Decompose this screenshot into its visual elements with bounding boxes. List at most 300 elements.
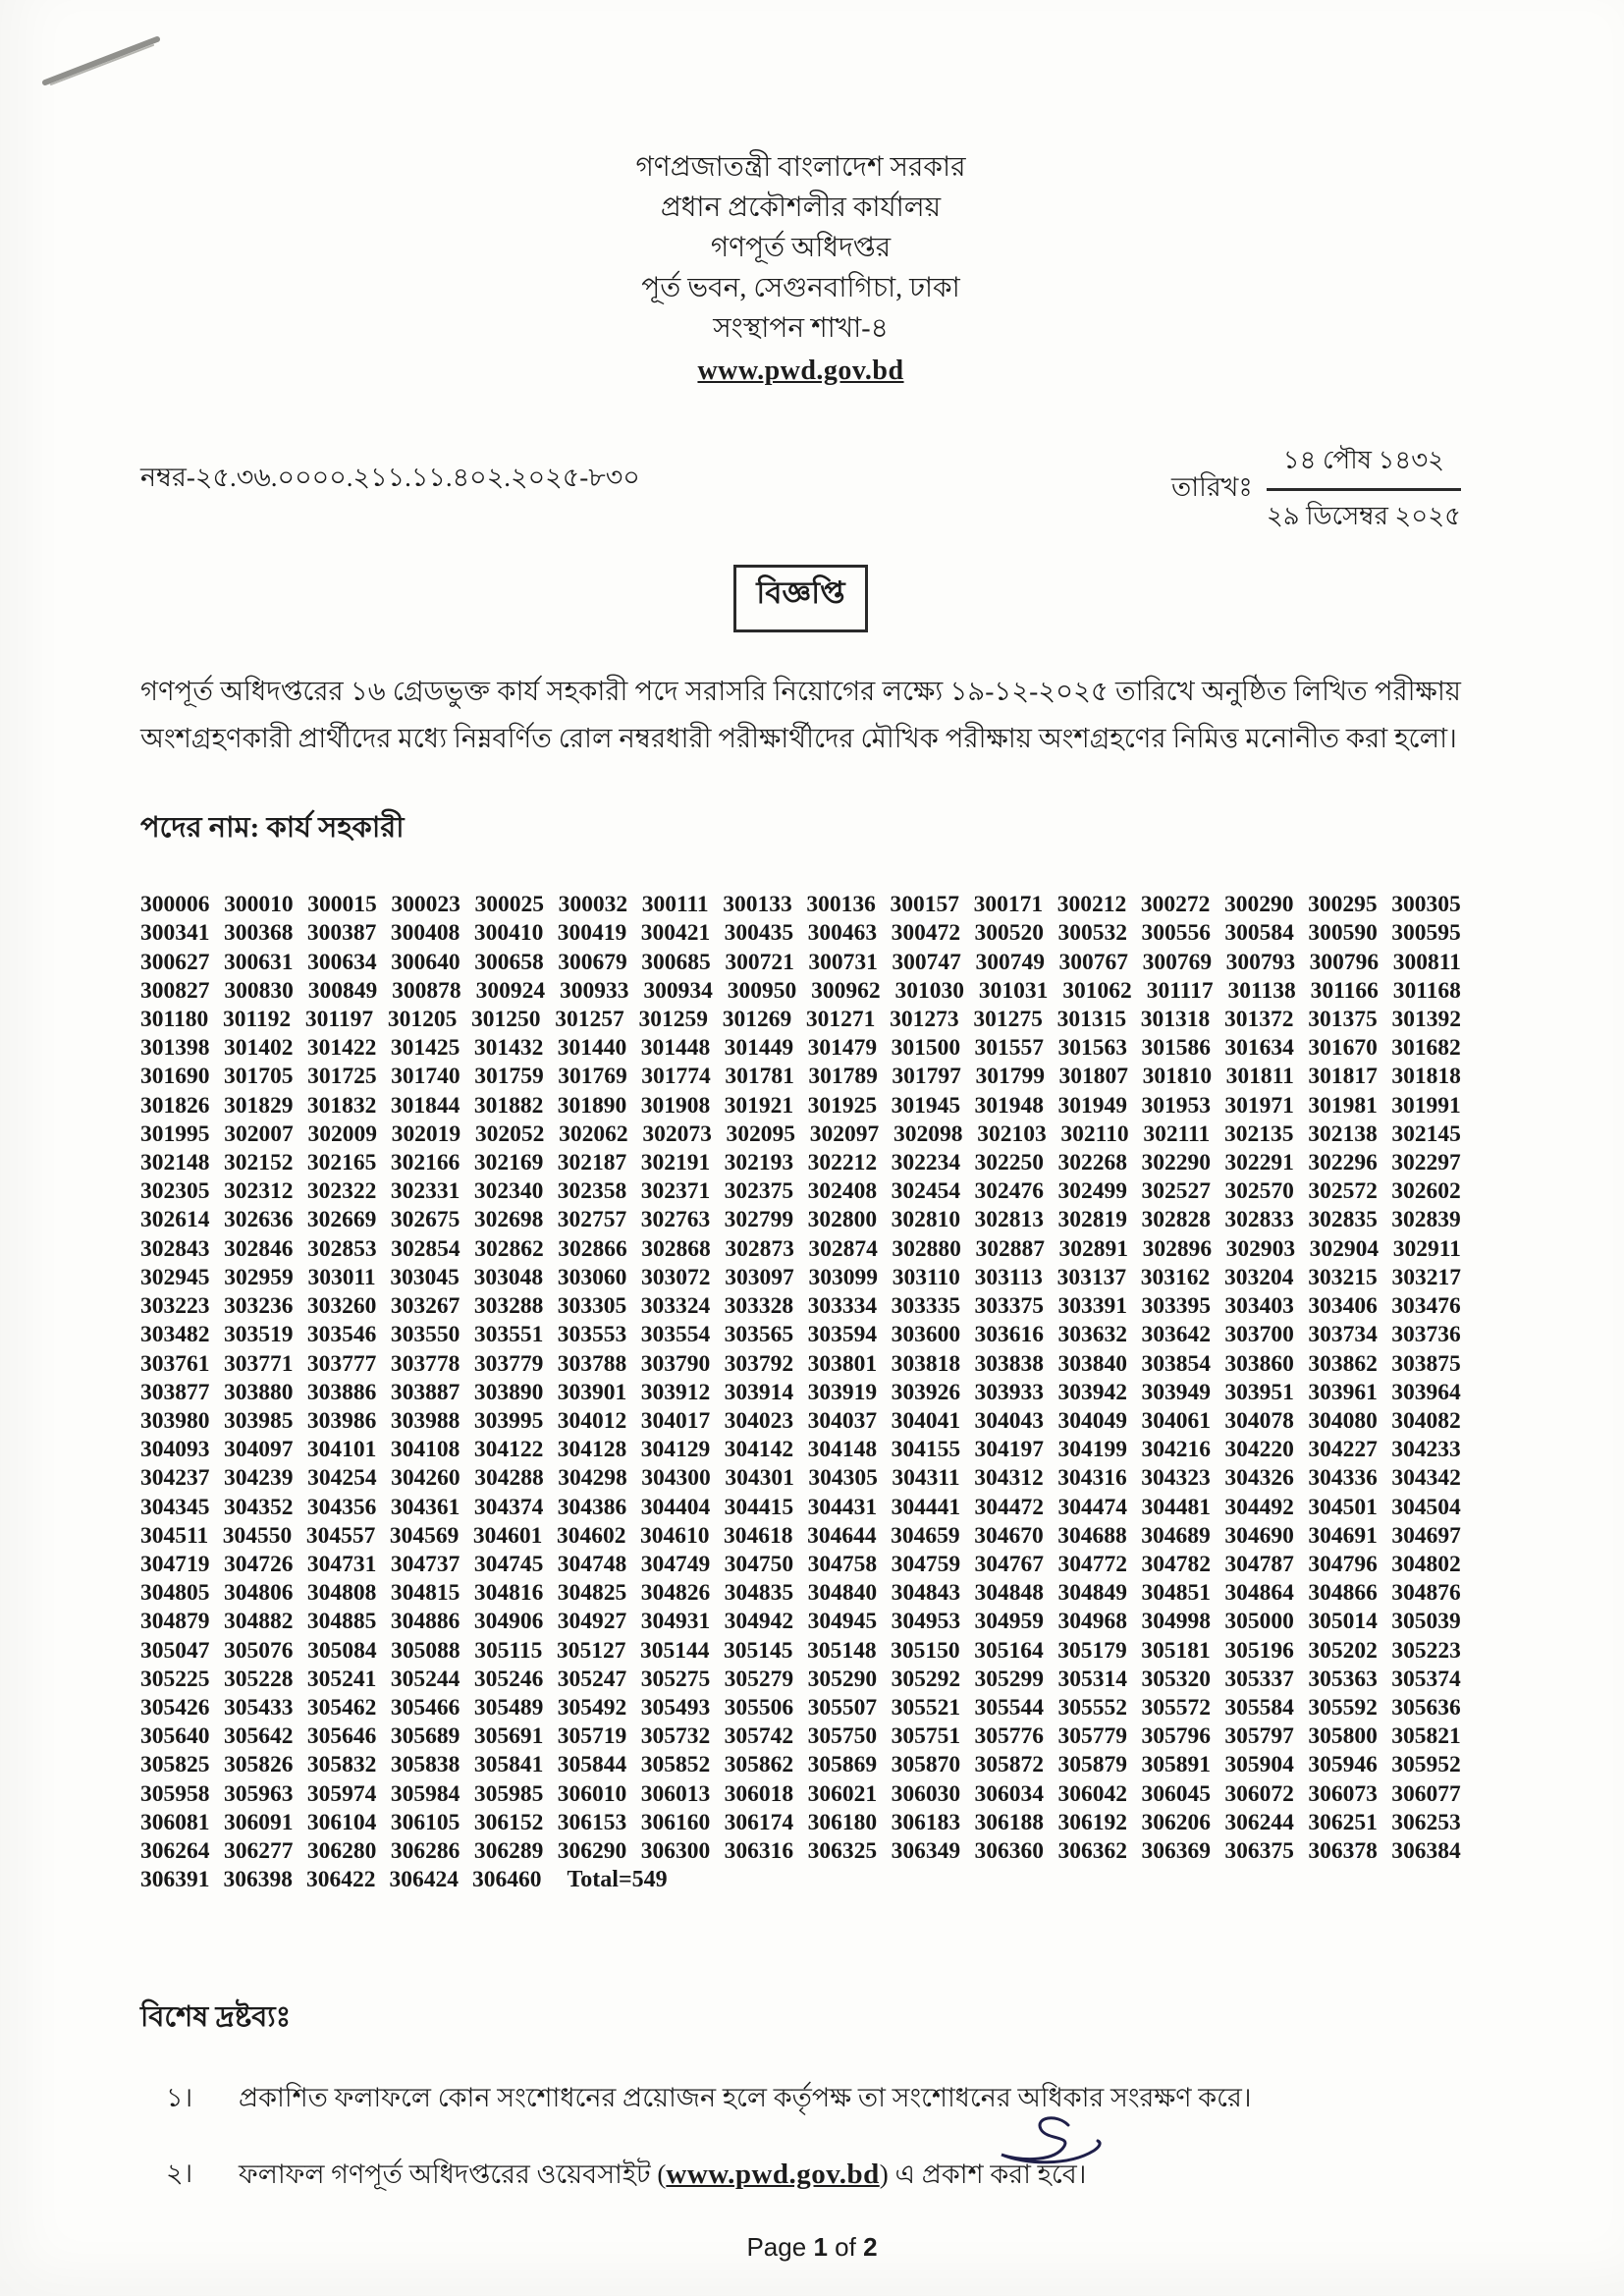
roll-number: 303215 xyxy=(1308,1264,1378,1290)
roll-number: 304093 xyxy=(140,1437,210,1463)
memo-date-row xyxy=(140,440,1461,539)
roll-number: 303838 xyxy=(974,1350,1045,1377)
roll-number: 305572 xyxy=(1141,1694,1211,1721)
roll-number: 306316 xyxy=(724,1837,794,1864)
roll-number: 302322 xyxy=(306,1178,377,1205)
roll-number: 301818 xyxy=(1391,1064,1461,1090)
roll-number: 304336 xyxy=(1308,1465,1378,1492)
roll-number: 303788 xyxy=(557,1350,627,1377)
roll-number: 304023 xyxy=(724,1407,794,1434)
roll-number: 306010 xyxy=(557,1780,627,1807)
roll-number: 302268 xyxy=(1057,1150,1127,1176)
roll-number: 306180 xyxy=(807,1809,878,1835)
roll-number: 303860 xyxy=(1224,1350,1294,1377)
roll-number: 303951 xyxy=(1224,1379,1294,1405)
roll-number: 301315 xyxy=(1056,1007,1127,1033)
roll-number: 303985 xyxy=(223,1407,294,1434)
roll-number: 300658 xyxy=(474,949,544,975)
roll-number: 305196 xyxy=(1224,1637,1294,1664)
roll-number: 304108 xyxy=(390,1437,460,1463)
roll-number: 300290 xyxy=(1224,892,1294,918)
roll-number: 306091 xyxy=(223,1809,294,1835)
roll-number: 301725 xyxy=(307,1064,377,1090)
roll-number: 301826 xyxy=(140,1092,210,1119)
roll-number: 301062 xyxy=(1062,977,1132,1004)
roll-number: 306384 xyxy=(1391,1837,1461,1864)
roll-number: 306251 xyxy=(1308,1809,1378,1835)
roll-number: 304361 xyxy=(390,1494,460,1520)
roll-number: 301398 xyxy=(140,1035,210,1062)
roll-number: 300435 xyxy=(724,920,794,947)
roll-number: 302896 xyxy=(1142,1235,1213,1262)
roll-number: 302833 xyxy=(1224,1207,1294,1233)
roll-number: 304602 xyxy=(556,1522,626,1549)
roll-number: 302854 xyxy=(391,1235,460,1262)
roll-number: 302903 xyxy=(1225,1235,1296,1262)
roll-number: 304097 xyxy=(223,1437,294,1463)
roll-number: 301807 xyxy=(1058,1064,1129,1090)
roll-number: 301269 xyxy=(722,1007,792,1033)
roll-number: 304345 xyxy=(140,1494,210,1520)
roll-number: 305047 xyxy=(140,1637,210,1664)
roll-number: 305796 xyxy=(1141,1723,1211,1750)
roll-number: 302166 xyxy=(390,1150,460,1176)
roll-number: 303961 xyxy=(1308,1379,1378,1405)
roll-number: 304876 xyxy=(1391,1580,1461,1607)
roll-number: 300950 xyxy=(727,977,797,1004)
roll-number: 302887 xyxy=(975,1235,1045,1262)
roll-number: 304885 xyxy=(306,1609,377,1635)
roll-number: 304927 xyxy=(557,1609,627,1635)
roll-number: 302375 xyxy=(724,1178,794,1205)
roll-number: 305852 xyxy=(640,1752,711,1778)
roll-number: 302757 xyxy=(557,1207,627,1233)
roll-number: 302911 xyxy=(1392,1235,1461,1262)
roll-number: 304441 xyxy=(891,1494,961,1520)
roll-number: 302408 xyxy=(807,1178,878,1205)
roll-number: 303395 xyxy=(1141,1293,1211,1320)
roll-number: 305462 xyxy=(306,1694,377,1721)
roll-number: 305797 xyxy=(1224,1723,1294,1750)
roll-number: 303980 xyxy=(140,1407,210,1434)
roll-number: 305076 xyxy=(224,1637,294,1664)
roll-number: 301810 xyxy=(1142,1064,1213,1090)
roll-number: 300212 xyxy=(1056,892,1127,918)
result-website-link[interactable]: www.pwd.gov.bd xyxy=(666,2158,880,2190)
roll-number: 306290 xyxy=(557,1837,627,1864)
roll-number: 304998 xyxy=(1141,1609,1211,1635)
header-line-branch: সংস্থাপন শাখা-৪ xyxy=(713,313,889,344)
roll-number: 306424 xyxy=(389,1867,459,1893)
roll-number: 304504 xyxy=(1391,1494,1461,1520)
roll-number: 301138 xyxy=(1227,977,1296,1004)
roll-number: 300368 xyxy=(223,920,294,947)
date-bangla: ১৪ পৌষ ১৪৩২ xyxy=(1267,440,1461,491)
roll-row xyxy=(140,1666,1461,1694)
roll-number: 305640 xyxy=(140,1723,210,1750)
roll-number: 304826 xyxy=(640,1580,711,1607)
memo-number: নম্বর-২৫.৩৬.০০০০.২১১.১১.৪০২.২০২৫-৮৩০ xyxy=(140,463,640,492)
roll-number: 300924 xyxy=(475,977,546,1004)
roll-number: 303877 xyxy=(140,1379,210,1405)
roll-number: 300747 xyxy=(892,949,961,975)
roll-number: 305148 xyxy=(807,1637,877,1664)
roll-number: 302846 xyxy=(224,1235,294,1262)
page-footer xyxy=(0,2232,1624,2263)
roll-number: 301781 xyxy=(725,1064,794,1090)
roll-number: 305646 xyxy=(306,1723,377,1750)
roll-number: 306286 xyxy=(390,1837,460,1864)
roll-number: 300025 xyxy=(474,892,544,918)
roll-number: 302874 xyxy=(808,1235,878,1262)
roll-number: 302371 xyxy=(640,1178,711,1205)
post-name: পদের নাম: কার্য সহকারী xyxy=(140,812,405,845)
roll-number: 303771 xyxy=(223,1350,294,1377)
notice-body: গণপূর্ত অধিদপ্তরের ১৬ গ্রেডভুক্ত কার্য সহকারী পদে সরাসরি নিয়োগের লক্ষ্যে ১৯-১২-২০২৫ তারিখে অনুষ্ঠিত লিখিত পরীক্ষায় অংশগ্রহণকারী প্রার্থীদের মধ্যে নিম্নবর্ণিত রোল নম্বরধারী পরীক্ষার্থীদের মৌখিক পরীক্ষায় অংশগ্রহণের নিমিত্ত মনোনীত করা হলো। xyxy=(140,676,1461,754)
roll-number: 300830 xyxy=(224,977,294,1004)
roll-number: 305742 xyxy=(724,1723,794,1750)
roll-number: 303854 xyxy=(1141,1350,1211,1377)
roll-number: 304352 xyxy=(223,1494,294,1520)
roll-row xyxy=(140,1780,1461,1809)
roll-number: 303162 xyxy=(1140,1264,1211,1290)
roll-number: 302169 xyxy=(473,1150,544,1176)
roll-number: 305299 xyxy=(974,1666,1045,1692)
roll-number: 305179 xyxy=(1057,1637,1127,1664)
roll-number: 303880 xyxy=(223,1379,294,1405)
roll-number: 305869 xyxy=(807,1752,878,1778)
roll-number: 302835 xyxy=(1308,1207,1378,1233)
roll-number: 300472 xyxy=(891,920,961,947)
roll-number: 306280 xyxy=(306,1837,377,1864)
roll-number: 304848 xyxy=(974,1580,1045,1607)
roll-number: 304080 xyxy=(1308,1407,1378,1434)
roll-row xyxy=(140,1579,1461,1608)
roll-last-row xyxy=(140,1866,1461,1894)
roll-number: 301921 xyxy=(724,1092,794,1119)
roll-number: 306030 xyxy=(891,1780,961,1807)
roll-number: 302904 xyxy=(1309,1235,1380,1262)
roll-number: 302959 xyxy=(224,1264,294,1290)
note-item-2 xyxy=(140,2154,1461,2197)
roll-number: 305466 xyxy=(390,1694,460,1721)
roll-number: 301774 xyxy=(641,1064,711,1090)
roll-number: 304690 xyxy=(1224,1522,1294,1549)
roll-number: 304726 xyxy=(223,1551,294,1577)
roll-number: 301769 xyxy=(558,1064,627,1090)
roll-number: 303565 xyxy=(724,1322,794,1348)
roll-number: 305862 xyxy=(724,1752,794,1778)
roll-number: 304953 xyxy=(891,1609,961,1635)
header-line-office: প্রধান প্রকৌশলীর কার্যালয় xyxy=(660,192,942,223)
roll-number: 304237 xyxy=(140,1465,210,1492)
roll-number: 304697 xyxy=(1391,1522,1461,1549)
roll-number: 304745 xyxy=(473,1551,544,1577)
roll-number: 304758 xyxy=(807,1551,878,1577)
roll-number: 301832 xyxy=(306,1092,377,1119)
roll-number: 306013 xyxy=(640,1780,711,1807)
roll-number: 300811 xyxy=(1392,949,1461,975)
roll-number: 302675 xyxy=(390,1207,460,1233)
roll-row xyxy=(140,1837,1461,1866)
roll-number: 305592 xyxy=(1308,1694,1378,1721)
roll-number: 304749 xyxy=(640,1551,711,1577)
header-line-department: গণপূর্ত অধিদপ্তর xyxy=(710,233,892,263)
roll-number: 302138 xyxy=(1308,1121,1378,1147)
roll-number: 303204 xyxy=(1224,1264,1294,1290)
roll-number: 304129 xyxy=(640,1437,711,1463)
roll-number: 302103 xyxy=(977,1121,1047,1147)
roll-number: 303060 xyxy=(557,1264,627,1290)
roll-row xyxy=(140,1637,1461,1666)
roll-row xyxy=(140,1149,1461,1177)
roll-number: 303761 xyxy=(140,1350,210,1377)
roll-number: 300731 xyxy=(808,949,878,975)
roll-number: 301890 xyxy=(557,1092,627,1119)
roll-number: 305946 xyxy=(1308,1752,1378,1778)
roll-number: 302297 xyxy=(1391,1150,1461,1176)
roll-number: 304501 xyxy=(1308,1494,1378,1520)
roll-number: 302891 xyxy=(1058,1235,1129,1262)
roll-number: 305584 xyxy=(1224,1694,1294,1721)
roll-number: 304802 xyxy=(1391,1551,1461,1577)
roll-number: 301275 xyxy=(973,1007,1043,1033)
roll-row xyxy=(140,977,1461,1006)
roll-number: 305870 xyxy=(891,1752,961,1778)
roll-number: 305320 xyxy=(1141,1666,1211,1692)
roll-number: 302572 xyxy=(1308,1178,1378,1205)
roll-number: 302476 xyxy=(974,1178,1045,1205)
roll-number: 300023 xyxy=(391,892,460,918)
roll-number: 304945 xyxy=(807,1609,878,1635)
roll-number: 303949 xyxy=(1141,1379,1211,1405)
roll-number: 302062 xyxy=(559,1121,628,1147)
note-text-after: ) এ প্রকাশ করা হবে। xyxy=(879,2159,1087,2189)
roll-number: 303942 xyxy=(1057,1379,1127,1405)
roll-number: 304805 xyxy=(140,1580,210,1607)
roll-number-rows xyxy=(140,891,1461,1866)
roll-number: 306349 xyxy=(891,1837,961,1864)
roll-number: 306391 xyxy=(140,1867,210,1893)
roll-number: 303700 xyxy=(1224,1322,1294,1348)
roll-number: 304511 xyxy=(140,1522,209,1549)
roll-number: 306018 xyxy=(724,1780,794,1807)
roll-number: 305689 xyxy=(390,1723,460,1750)
roll-number: 306375 xyxy=(1224,1837,1294,1864)
roll-number: 304688 xyxy=(1057,1522,1127,1549)
roll-number: 306152 xyxy=(473,1809,544,1835)
roll-number: 304557 xyxy=(305,1522,376,1549)
roll-number: 300032 xyxy=(558,892,628,918)
note-number: ১। xyxy=(166,2083,193,2113)
roll-row xyxy=(140,1551,1461,1579)
roll-number: 305241 xyxy=(306,1666,377,1692)
roll-number: 301690 xyxy=(140,1064,210,1090)
roll-number: 303875 xyxy=(1391,1350,1461,1377)
roll-row xyxy=(140,1494,1461,1522)
roll-number: 306105 xyxy=(390,1809,460,1835)
roll-number: 302110 xyxy=(1060,1121,1129,1147)
roll-number: 304300 xyxy=(641,1465,711,1492)
roll-number: 302636 xyxy=(223,1207,294,1233)
roll-number: 301259 xyxy=(638,1007,708,1033)
roll-row xyxy=(140,1379,1461,1407)
roll-number: 303778 xyxy=(390,1350,460,1377)
roll-number: 305732 xyxy=(640,1723,711,1750)
roll-number: 301563 xyxy=(1057,1035,1127,1062)
roll-number: 301197 xyxy=(304,1007,374,1033)
roll-number: 305115 xyxy=(474,1637,543,1664)
roll-number: 304968 xyxy=(1057,1609,1127,1635)
roll-number: 305691 xyxy=(473,1723,544,1750)
roll-number: 300463 xyxy=(807,920,878,947)
roll-number: 303995 xyxy=(473,1407,544,1434)
roll-number: 303777 xyxy=(306,1350,377,1377)
roll-number: 301789 xyxy=(808,1064,878,1090)
roll-number: 303736 xyxy=(1391,1322,1461,1348)
roll-number: 303887 xyxy=(390,1379,460,1405)
roll-number: 302250 xyxy=(974,1150,1045,1176)
roll-number: 303551 xyxy=(473,1322,544,1348)
roll-number: 305228 xyxy=(223,1666,294,1692)
roll-row xyxy=(140,891,1461,919)
roll-number: 302191 xyxy=(640,1150,711,1176)
roll-number: 305750 xyxy=(807,1723,878,1750)
roll-number: 305841 xyxy=(473,1752,544,1778)
roll-number: 301318 xyxy=(1140,1007,1211,1033)
roll-number: 303072 xyxy=(641,1264,711,1290)
roll-number: 302340 xyxy=(473,1178,544,1205)
roll-number: 303642 xyxy=(1141,1322,1211,1348)
roll-number: 305084 xyxy=(307,1637,377,1664)
notice-title: বিজ্ঞপ্তি xyxy=(733,565,867,632)
roll-number: 302669 xyxy=(306,1207,377,1233)
roll-number: 305963 xyxy=(223,1780,294,1807)
roll-number: 301192 xyxy=(222,1007,292,1033)
roll-number: 300679 xyxy=(558,949,627,975)
roll-number: 305164 xyxy=(974,1637,1044,1664)
roll-number: 302135 xyxy=(1223,1121,1294,1147)
roll-number: 300796 xyxy=(1309,949,1380,975)
roll-number: 306153 xyxy=(557,1809,627,1835)
roll-number: 303260 xyxy=(306,1293,377,1320)
roll-row xyxy=(140,1235,1461,1264)
roll-number: 305181 xyxy=(1141,1637,1211,1664)
roll-number: 303546 xyxy=(306,1322,377,1348)
roll-number: 306325 xyxy=(807,1837,878,1864)
roll-number: 305337 xyxy=(1224,1666,1294,1692)
roll-number: 304122 xyxy=(473,1437,544,1463)
roll-number: 304670 xyxy=(974,1522,1044,1549)
roll-number: 303553 xyxy=(557,1322,627,1348)
roll-number: 305636 xyxy=(1391,1694,1461,1721)
roll-number: 303519 xyxy=(223,1322,294,1348)
roll-number: 301271 xyxy=(805,1007,876,1033)
roll-number: 306021 xyxy=(807,1780,878,1807)
roll-number: 304906 xyxy=(473,1609,544,1635)
roll-number: 300410 xyxy=(473,920,544,947)
roll-number: 300793 xyxy=(1225,949,1296,975)
roll-number: 304404 xyxy=(640,1494,711,1520)
roll-number: 305150 xyxy=(891,1637,960,1664)
roll-number: 306174 xyxy=(724,1809,794,1835)
roll-number: 304233 xyxy=(1391,1437,1461,1463)
roll-number: 300010 xyxy=(224,892,294,918)
roll-number: 301500 xyxy=(891,1035,961,1062)
roll-row xyxy=(140,1063,1461,1091)
roll-number: 304227 xyxy=(1308,1437,1378,1463)
roll-number: 300556 xyxy=(1141,920,1211,947)
roll-number: 304748 xyxy=(557,1551,627,1577)
roll-number: 302312 xyxy=(223,1178,294,1205)
date-block xyxy=(1171,440,1461,539)
roll-number: 304316 xyxy=(1057,1465,1127,1492)
roll-number: 306398 xyxy=(223,1867,293,1893)
roll-number: 300387 xyxy=(306,920,377,947)
roll-number: 303288 xyxy=(473,1293,544,1320)
roll-number: 305952 xyxy=(1391,1752,1461,1778)
roll-number: 304037 xyxy=(807,1407,878,1434)
roll-row xyxy=(140,919,1461,948)
note-number: ২। xyxy=(166,2158,193,2188)
roll-number: 304886 xyxy=(390,1609,460,1635)
roll-number: 302839 xyxy=(1391,1207,1461,1233)
roll-number: 304759 xyxy=(891,1551,961,1577)
roll-number: 300849 xyxy=(307,977,378,1004)
date-stack xyxy=(1267,440,1461,539)
roll-row xyxy=(140,1321,1461,1349)
roll-row xyxy=(140,1034,1461,1063)
roll-number: 304882 xyxy=(223,1609,294,1635)
roll-number: 300631 xyxy=(224,949,294,975)
roll-number: 300272 xyxy=(1140,892,1211,918)
roll-number: 304942 xyxy=(724,1609,794,1635)
roll-number: 303914 xyxy=(724,1379,794,1405)
roll-number: 302454 xyxy=(891,1178,961,1205)
roll-number: 306188 xyxy=(974,1809,1045,1835)
roll-row xyxy=(140,1407,1461,1436)
roll-number: 300305 xyxy=(1391,892,1461,918)
roll-number: 303328 xyxy=(724,1293,794,1320)
roll-number: 302165 xyxy=(306,1150,377,1176)
roll-number: 302499 xyxy=(1057,1178,1127,1205)
roll-number: 305844 xyxy=(557,1752,627,1778)
roll-number: 300595 xyxy=(1391,920,1461,947)
roll-number: 301797 xyxy=(892,1064,961,1090)
roll-number: 304155 xyxy=(891,1437,961,1463)
roll-number: 305544 xyxy=(974,1694,1045,1721)
roll-number: 305493 xyxy=(640,1694,711,1721)
roll-number: 305879 xyxy=(1057,1752,1127,1778)
roll-number: 302873 xyxy=(725,1235,794,1262)
roll-number: 302358 xyxy=(557,1178,627,1205)
roll-number: 303616 xyxy=(974,1322,1045,1348)
roll-number: 304301 xyxy=(725,1465,794,1492)
roll-number: 303840 xyxy=(1057,1350,1127,1377)
roll-number: 302614 xyxy=(140,1207,210,1233)
roll-number: 305000 xyxy=(1224,1609,1294,1635)
roll-number: 301422 xyxy=(306,1035,377,1062)
roll-number: 305776 xyxy=(974,1723,1045,1750)
header-website-link[interactable]: www.pwd.gov.bd xyxy=(697,355,904,386)
roll-number: 303926 xyxy=(891,1379,961,1405)
roll-number: 300419 xyxy=(557,920,627,947)
roll-number: 304835 xyxy=(724,1580,794,1607)
roll-number: 302305 xyxy=(140,1178,210,1205)
roll-number: 303890 xyxy=(473,1379,544,1405)
roll-number: 306077 xyxy=(1391,1780,1461,1807)
roll-number: 302828 xyxy=(1141,1207,1211,1233)
